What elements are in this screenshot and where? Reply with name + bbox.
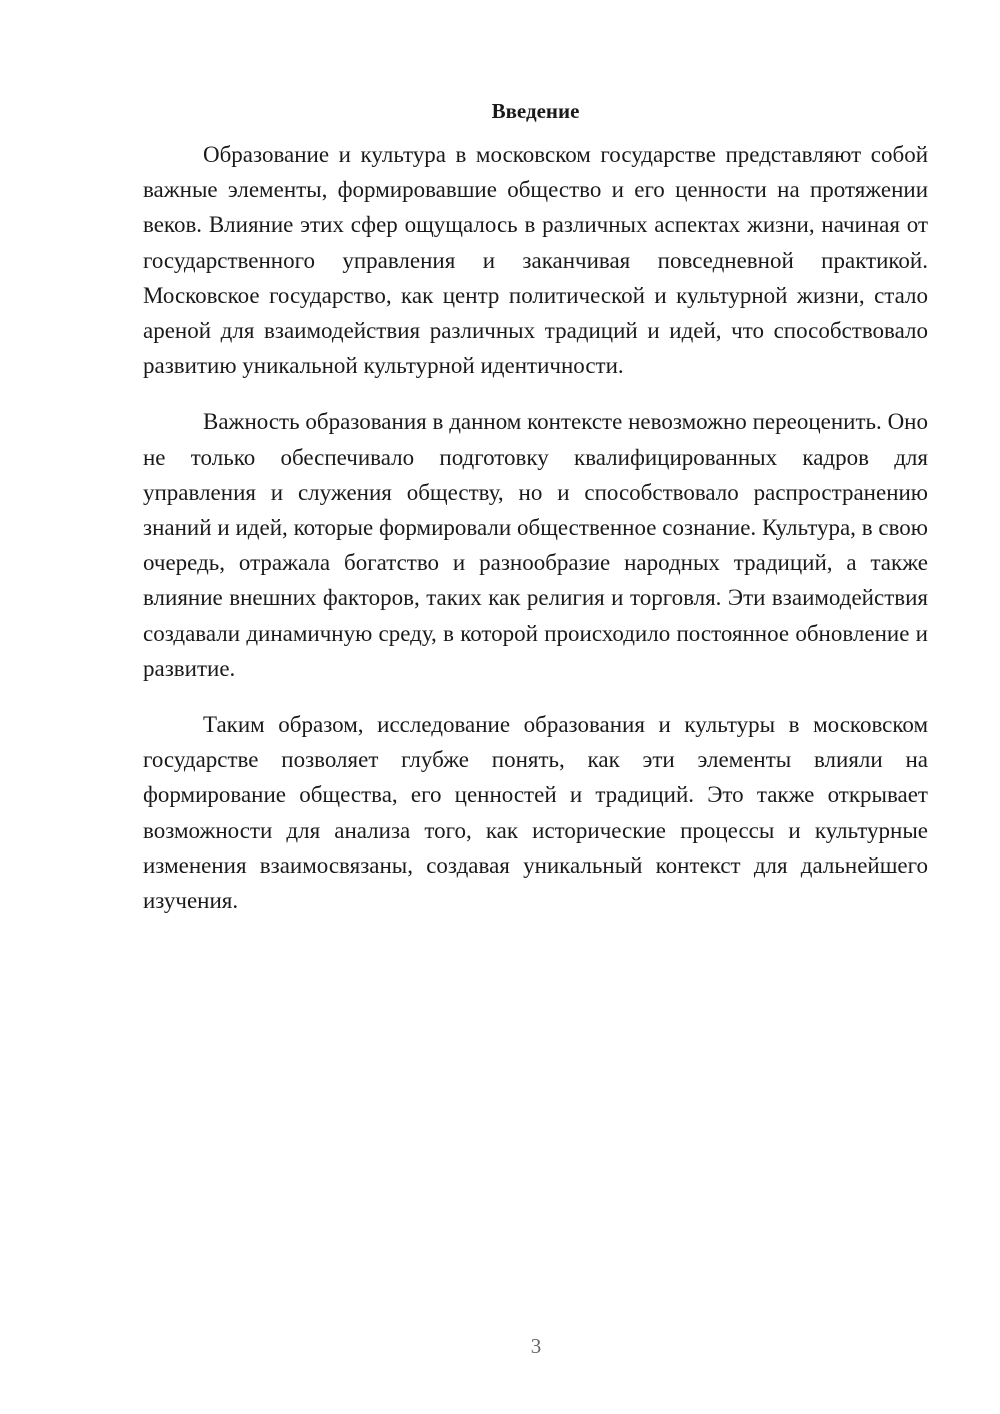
section-heading: Введение (491, 99, 580, 123)
page-body (143, 96, 928, 918)
paragraph-2: Важность образования в данном контексте невозможно переоценить. Оно не только обеспечивало подготовку квалифицированных кадров для управления и служения обществу, но и способствовало распространению знаний и идей, которые формировали общественное сознание. Культура, в свою очередь, отражала богатство и разнообразие народных традиций, а также влияние внешних факторов, таких как религия и торговля. Эти взаимодействия создавали динамичную среду, в которой происходило постоянное обновление и развитие. (143, 409, 928, 681)
paragraph-1: Образование и культура в московском государстве представляют собой важные элементы, формировавшие общество и его ценности на протяжении веков. Влияние этих сфер ощущалось в различных аспектах жизни, начиная от государственного управления и заканчивая повседневной практикой. Московское государство, как центр политической и культурной жизни, стало ареной для взаимодействия различных традиций и идей, что способствовало развитию уникальной культурной идентичности. (143, 142, 928, 379)
paragraph-3: Таким образом, исследование образования и культуры в московском государстве позволяет глубже понять, как эти элементы влияли на формирование общества, его ценностей и традиций. Это также открывает возможности для анализа того, как исторические процессы и культурные изменения взаимосвязаны, создавая уникальный контекст для дальнейшего изучения. (143, 712, 928, 914)
page-number: 3 (530, 1334, 542, 1358)
